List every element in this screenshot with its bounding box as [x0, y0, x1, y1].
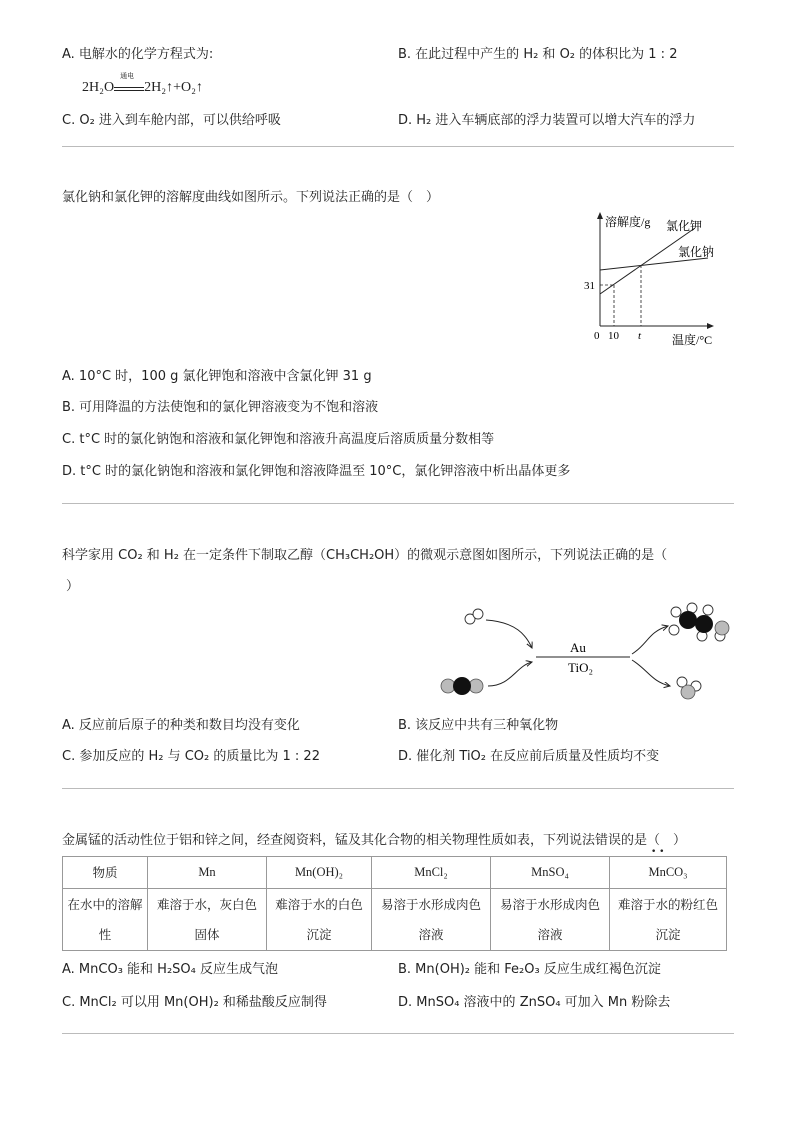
q2-option-a: A. 10°C 时，100 g 氯化钾饱和溶液中含氯化钾 31 g: [62, 369, 372, 384]
nacl-curve: [600, 258, 708, 270]
x-axis-arrow: [707, 323, 714, 329]
table-header-cell: MnCO₃: [610, 857, 727, 889]
arrow-ethanol: [632, 626, 668, 654]
table-cell: [610, 889, 727, 951]
label-nacl: 氯化钠: [678, 245, 715, 259]
divider: [62, 146, 734, 147]
equation-condition: 通电: [120, 71, 135, 80]
y-axis-label: 溶解度/g: [605, 215, 651, 229]
table-row: [63, 889, 727, 951]
x-tick-0: 0: [594, 330, 600, 342]
table-cell: [491, 889, 610, 951]
table-cell-line: 性: [98, 926, 112, 942]
table-cell-line: 难溶于水的白色: [275, 897, 363, 912]
arrow-co2: [488, 662, 532, 686]
table-cell: [148, 889, 267, 951]
q4-stem: 金属锰的活动性位于铝和锌之间，经查阅资料，锰及其化合物的相关物理性质如表，下列说法错误的是（ ）: [62, 833, 687, 848]
q4-option-c: C. MnCl₂ 可以用 Mn(OH)₂ 和稀盐酸反应制得: [62, 995, 327, 1010]
table-cell-line: 溶液: [537, 926, 563, 942]
divider: [62, 1033, 734, 1034]
manganese-properties-table: [62, 856, 727, 951]
q1-option-a: A. 电解水的化学方程式为:: [62, 47, 214, 62]
equation-left: 2H₂O: [82, 80, 115, 95]
table-cell-line: 在水中的溶解: [67, 897, 143, 912]
q1-option-b: B. 在此过程中产生的 H₂ 和 O₂ 的体积比为 1 : 2: [398, 47, 678, 62]
table-header-row: [63, 857, 727, 889]
q2-option-d: D. t°C 时的氯化钠饱和溶液和氯化钾饱和溶液降温至 10°C，氯化钾溶液中析出晶体更多: [62, 464, 571, 479]
q3-option-d: D. 催化剂 TiO₂ 在反应前后质量及性质均不变: [398, 749, 660, 764]
water-molecule: [677, 677, 701, 699]
table-row-label: [63, 889, 148, 951]
q1-equation: [82, 71, 203, 96]
q3-stem-line2: ）: [66, 579, 80, 594]
q2-option-b: B. 可用降温的方法使饱和的氯化钾溶液变为不饱和溶液: [62, 400, 379, 415]
emphasis-dots: • •: [651, 847, 665, 857]
divider: [62, 503, 734, 504]
y-tick-31: 31: [584, 280, 595, 292]
q1-option-d: D. H₂ 进入车辆底部的浮力装置可以增大汽车的浮力: [398, 113, 696, 128]
table-cell-line: 溶液: [418, 926, 444, 942]
table-cell-line: 难溶于水的粉红色: [617, 897, 718, 912]
equation-right: 2H₂↑+O₂↑: [144, 80, 203, 95]
h2-molecule: [465, 609, 483, 624]
arrow-water: [632, 660, 670, 686]
q4-option-a: A. MnCO₃ 能和 H₂SO₄ 反应生成气泡: [62, 962, 278, 977]
table-header-cell: 物质: [63, 857, 148, 889]
table-header-cell: Mn: [148, 857, 267, 889]
table-cell-line: 沉淀: [655, 926, 681, 942]
arrow-h2: [486, 620, 532, 648]
catalyst-tio2: TiO₂: [568, 660, 594, 675]
x-axis-label: 温度/°C: [672, 333, 713, 347]
table-cell-line: 易溶于水形成肉色: [499, 897, 600, 912]
table-cell: [372, 889, 491, 951]
table-cell-line: 沉淀: [306, 926, 332, 942]
table-cell: [267, 889, 372, 951]
equation-arrow: [114, 71, 144, 91]
y-axis-arrow: [597, 212, 603, 219]
table-cell-line: 难溶于水，灰白色: [156, 897, 257, 912]
table-header-cell: MnSO₄: [491, 857, 610, 889]
ethanol-reaction-diagram: [436, 600, 736, 704]
table-cell-line: 固体: [194, 926, 220, 942]
x-tick-10: 10: [608, 330, 619, 342]
label-kcl: 氯化钾: [666, 219, 703, 233]
divider: [62, 788, 734, 789]
q3-stem-line1: 科学家用 CO₂ 和 H₂ 在一定条件下制取乙醇（CH₃CH₂OH）的微观示意图如图所示，下列说法正确的是（: [62, 548, 668, 563]
q1-option-c: C. O₂ 进入到车舱内部，可以供给呼吸: [62, 113, 281, 128]
solubility-graph: [578, 208, 728, 350]
q3-option-c: C. 参加反应的 H₂ 与 CO₂ 的质量比为 1 : 22: [62, 749, 320, 764]
q3-option-a: A. 反应前后原子的种类和数目均没有变化: [62, 718, 300, 733]
catalyst-au: Au: [570, 640, 586, 655]
table-cell-line: 易溶于水形成肉色: [380, 897, 481, 912]
ethanol-molecule: [669, 603, 729, 641]
q2-option-c: C. t°C 时的氯化钠饱和溶液和氯化钾饱和溶液升高温度后溶质质量分数相等: [62, 432, 495, 447]
table-header-cell: MnCl₂: [372, 857, 491, 889]
q4-option-b: B. Mn(OH)₂ 能和 Fe₂O₃ 反应生成红褐色沉淀: [398, 962, 661, 977]
table-header-cell: Mn(OH)₂: [267, 857, 372, 889]
co2-molecule: [441, 677, 483, 695]
q4-option-d: D. MnSO₄ 溶液中的 ZnSO₄ 可加入 Mn 粉除去: [398, 995, 671, 1010]
q3-option-b: B. 该反应中共有三种氧化物: [398, 718, 559, 733]
q2-stem: 氯化钠和氯化钾的溶解度曲线如图所示。下列说法正确的是（ ）: [62, 190, 440, 205]
x-tick-t: t: [638, 330, 642, 342]
